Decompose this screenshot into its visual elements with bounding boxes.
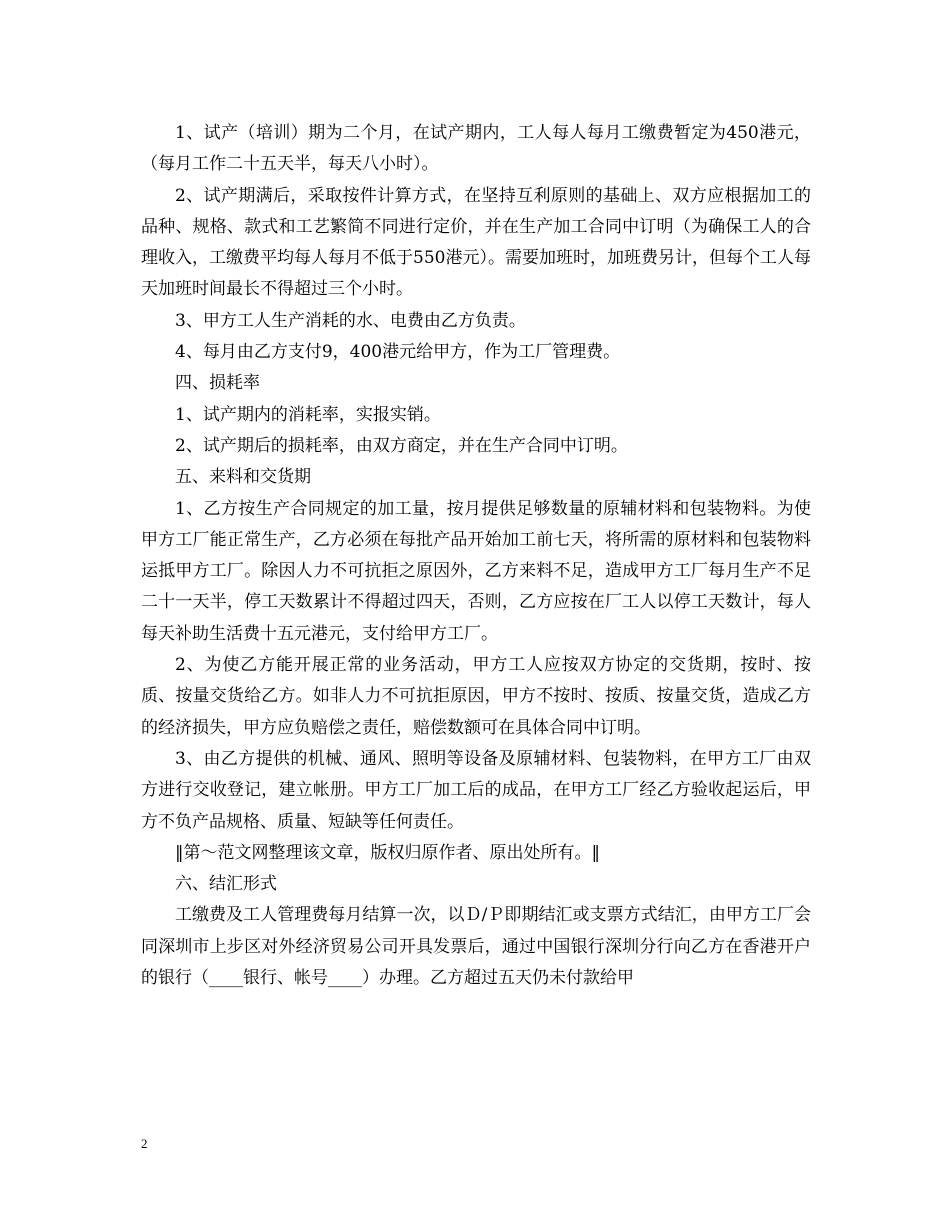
- paragraph-management-fee: 4、每月由乙方支付9，400港元给甲方，作为工厂管理费。: [175, 342, 621, 363]
- section-heading-settlement: 六、结汇形式: [175, 874, 277, 895]
- section-heading-materials-delivery: 五、来料和交货期: [175, 467, 311, 488]
- paragraph-trial-period-fee: 1、试产（培训）期为二个月，在试产期内，工人每人每月工缴费暂定为450港元，（每月工作二十五天半，每天八小时）。: [141, 123, 811, 175]
- paragraph-equipment-handover: 3、由乙方提供的机械、通风、照明等设备及原辅材料、包装物料，在甲方工厂由双方进行交收登记，建立帐册。甲方工厂加工后的成品，在甲方工厂经乙方验收起运后，甲方不负产品规格、质量、短缺等任何责任。: [141, 748, 811, 832]
- page-number: 2: [141, 1136, 148, 1151]
- paragraph-material-supply: 1、乙方按生产合同规定的加工量，按月提供足够数量的原辅材料和包装物料。为使甲方工厂能正常生产，乙方必须在每批产品开始加工前七天，将所需的原材料和包装物料运抵甲方工厂。除因人力不可抗拒之原因外，乙方来料不足，造成甲方工厂每月生产不足二十一天半，停工天数累计不得超过四天，否则，乙方应按在厂工人以停工天数计，每人每天补助生活费十五元港元，支付给甲方工厂。: [141, 498, 811, 644]
- section-heading-loss-rate: 四、损耗率: [175, 373, 260, 394]
- watermark-notice: ‖第～范文网整理该文章，版权归原作者、原出处所有。‖: [175, 842, 600, 863]
- paragraph-delivery: 2、为使乙方能开展正常的业务活动，甲方工人应按双方协定的交货期，按时、按质、按量交货给乙方。如非人力不可抗拒原因，甲方不按时、按质、按量交货，造成乙方的经济损失，甲方应负赔偿之责任，赔偿数额可在具体合同中订明。: [141, 655, 811, 738]
- document-body: [141, 118, 811, 994]
- paragraph-trial-loss-rate: 1、试产期内的消耗率，实报实销。: [175, 404, 441, 425]
- paragraph-settlement: 工缴费及工人管理费每月结算一次，以Ｄ/Ｐ即期结汇或支票方式结汇，由甲方工厂会同深圳市上步区对外经济贸易公司开具发票后，通过中国银行深圳分行向乙方在香港开户的银行（____银行、帐号____）办理。乙方超过五天仍未付款给甲: [141, 905, 811, 989]
- paragraph-post-trial-loss-rate: 2、试产期后的损耗率，由双方商定，并在生产合同中订明。: [175, 435, 628, 456]
- paragraph-utilities: 3、甲方工人生产消耗的水、电费由乙方负责。: [175, 310, 526, 331]
- paragraph-piece-rate: 2、试产期满后，采取按件计算方式，在坚持互利原则的基础上、双方应根据加工的品种、规格、款式和工艺繁简不同进行定价，并在生产加工合同中订明（为确保工人的合理收入，工缴费平均每人每月不低于550港元）。需要加班时，加班费另计，但每个工人每天加班时间最长不得超过三个小时。: [141, 185, 811, 300]
